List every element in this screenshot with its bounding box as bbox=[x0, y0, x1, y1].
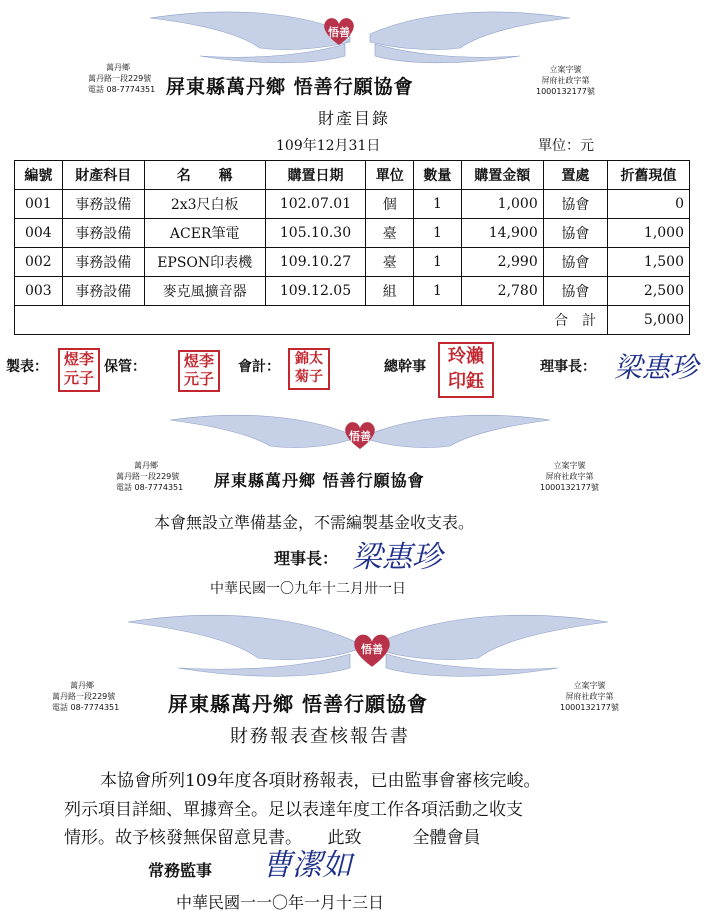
cell: 個 bbox=[366, 190, 414, 219]
cell: 事務設備 bbox=[62, 219, 144, 248]
logo-text: 悟善 bbox=[349, 430, 371, 443]
audit-date: 中華民國一一〇年一月十三日 bbox=[176, 893, 385, 912]
total-value: 5,000 bbox=[607, 306, 689, 335]
supervisor-label: 常務監事 bbox=[148, 861, 213, 880]
accountant-label: 會計： bbox=[238, 359, 280, 375]
col-header: 折舊現值 bbox=[607, 161, 689, 190]
maker-stamp: 煜李元子 bbox=[58, 348, 100, 392]
cell: 1 bbox=[414, 277, 462, 306]
chair-label: 理事長： bbox=[540, 359, 596, 375]
cell: 麥克風擴音器 bbox=[144, 277, 265, 306]
supervisor-signature: 曹潔如 bbox=[262, 848, 352, 883]
col-header: 購置日期 bbox=[265, 161, 366, 190]
cell: 109.10.27 bbox=[265, 248, 366, 277]
col-header: 名 稱 bbox=[144, 161, 265, 190]
cell: ACER筆電 bbox=[144, 219, 265, 248]
cell: 事務設備 bbox=[62, 277, 144, 306]
chair-signature-2: 梁惠珍 bbox=[352, 540, 442, 575]
cell: 協會 bbox=[543, 190, 607, 219]
cell bbox=[15, 306, 544, 335]
org-name: 屏東縣萬丹鄉 悟善行願協會 bbox=[166, 76, 414, 98]
registration-number: 立案字號 屏府社政字第 1000132177號 bbox=[536, 65, 595, 96]
accountant-stamp: 錦太菊子 bbox=[288, 348, 330, 390]
cell: 1,000 bbox=[461, 190, 543, 219]
table-row bbox=[15, 190, 690, 219]
cell: 003 bbox=[15, 277, 63, 306]
table-header-row bbox=[15, 161, 690, 190]
statement-date: 中華民國一〇九年十二月卅一日 bbox=[210, 581, 406, 597]
keeper-label: 保管： bbox=[104, 359, 146, 375]
audit-paragraph-line-3: 情形。故予核發無保留意見書。 此致 全體會員 bbox=[64, 828, 481, 848]
cell: 002 bbox=[15, 248, 63, 277]
cell: 臺 bbox=[366, 248, 414, 277]
chair-label-2: 理事長： bbox=[274, 549, 339, 568]
document-title: 財產目錄 bbox=[318, 109, 391, 128]
cell: 1 bbox=[414, 190, 462, 219]
cell: 0 bbox=[607, 190, 689, 219]
col-header: 置處 bbox=[543, 161, 607, 190]
no-fund-statement: 本會無設立準備基金，不需編製基金收支表。 bbox=[154, 513, 475, 532]
cell: 1 bbox=[414, 248, 462, 277]
cell: 協會 bbox=[543, 219, 607, 248]
cell: 001 bbox=[15, 190, 63, 219]
cell: 協會 bbox=[543, 248, 607, 277]
address-left: 萬丹鄉 萬丹路一段229號 電話 08-7774351 bbox=[116, 461, 184, 492]
col-header: 編號 bbox=[15, 161, 63, 190]
registration-number: 立案字號 屏府社政字第 1000132177號 bbox=[560, 681, 619, 712]
cell: 組 bbox=[366, 277, 414, 306]
audit-paragraph-line-1: 本協會所列109年度各項財務報表，已由監事會審核完峻。 bbox=[100, 771, 541, 791]
cell: 1,500 bbox=[607, 248, 689, 277]
cell: 2,780 bbox=[461, 277, 543, 306]
address-left: 萬丹鄉 萬丹路一段229號 電話 08-7774351 bbox=[52, 681, 120, 712]
col-header: 單位 bbox=[366, 161, 414, 190]
keeper-stamp: 煜李元子 bbox=[178, 350, 220, 392]
cell: 2,500 bbox=[607, 277, 689, 306]
cell: 1 bbox=[414, 219, 462, 248]
table-row bbox=[15, 219, 690, 248]
col-header: 財產科目 bbox=[62, 161, 144, 190]
audit-paragraph-line-2: 列示項目詳細、單據齊全。足以表達年度工作各項活動之收支 bbox=[64, 800, 523, 820]
cell: 2,990 bbox=[461, 248, 543, 277]
table-row bbox=[15, 277, 690, 306]
logo-text: 悟善 bbox=[361, 643, 383, 656]
registration-number: 立案字號 屏府社政字第 1000132177號 bbox=[540, 461, 599, 492]
cell: 102.07.01 bbox=[265, 190, 366, 219]
maker-label: 製表： bbox=[6, 359, 48, 375]
asset-table bbox=[14, 160, 690, 335]
cell: 1,000 bbox=[607, 219, 689, 248]
cell: 2x3尺白板 bbox=[144, 190, 265, 219]
org-name: 屏東縣萬丹鄉 悟善行願協會 bbox=[214, 471, 425, 490]
unit-label: 單位：元 bbox=[538, 138, 594, 154]
table-row bbox=[15, 248, 690, 277]
cell: 臺 bbox=[366, 219, 414, 248]
cell: 004 bbox=[15, 219, 63, 248]
audit-report-title: 財務報表查核報告書 bbox=[230, 726, 410, 747]
cell: 14,900 bbox=[461, 219, 543, 248]
logo-text: 悟善 bbox=[328, 26, 350, 39]
cell: EPSON印表機 bbox=[144, 248, 265, 277]
total-label: 合 計 bbox=[543, 306, 607, 335]
col-header: 購置金額 bbox=[461, 161, 543, 190]
cell: 事務設備 bbox=[62, 248, 144, 277]
cell: 105.10.30 bbox=[265, 219, 366, 248]
cell: 協會 bbox=[543, 277, 607, 306]
document-date: 109年12月31日 bbox=[276, 138, 381, 154]
col-header: 數量 bbox=[414, 161, 462, 190]
address-left: 萬丹鄉 萬丹路一段229號 電話 08-7774351 bbox=[88, 63, 156, 94]
chair-signature: 梁惠珍 bbox=[614, 351, 699, 384]
cell: 事務設備 bbox=[62, 190, 144, 219]
secretary-stamp: 玲瀨印鈺 bbox=[438, 342, 494, 398]
cell: 109.12.05 bbox=[265, 277, 366, 306]
total-row bbox=[15, 306, 690, 335]
secretary-label: 總幹事 bbox=[384, 359, 426, 375]
org-name: 屏東縣萬丹鄉 悟善行願協會 bbox=[168, 692, 428, 716]
